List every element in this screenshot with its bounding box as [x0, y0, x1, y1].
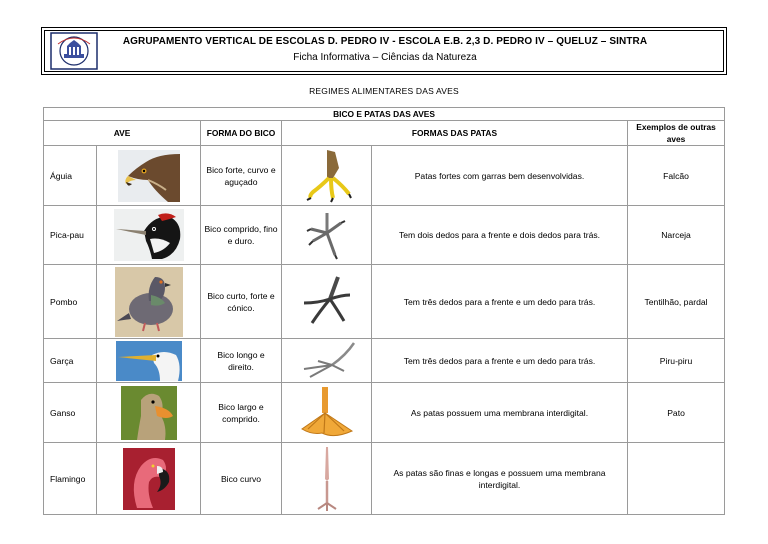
- other-examples: [628, 443, 725, 515]
- feet-photo: [282, 146, 372, 206]
- feet-description: Tem dois dedos para a frente e dois dedos para trás.: [372, 206, 628, 265]
- bird-photo: [97, 443, 201, 515]
- beak-description: Bico curvo: [201, 443, 282, 515]
- woodpecker-foot-icon: [301, 209, 353, 261]
- feet-photo: [282, 265, 372, 339]
- bird-photo: [97, 206, 201, 265]
- bird-name: Flamingo: [44, 443, 97, 515]
- document-subtitle: Ficha Informativa – Ciências da Natureza: [293, 52, 477, 63]
- feet-photo: [282, 339, 372, 383]
- table-caption: BICO E PATAS DAS AVES: [44, 108, 725, 121]
- woodpecker-head-icon: [114, 209, 184, 261]
- bird-name: Pica-pau: [44, 206, 97, 265]
- beak-description: Bico largo e comprido.: [201, 383, 282, 443]
- col-header-bird: AVE: [44, 121, 201, 146]
- bird-photo: [97, 146, 201, 206]
- bird-name: Ganso: [44, 383, 97, 443]
- feet-photo: [282, 443, 372, 515]
- table-row: [44, 146, 725, 206]
- flamingo-leg-icon: [312, 445, 342, 513]
- table-row: [44, 383, 725, 443]
- col-header-examples: Exemplos de outras aves: [628, 121, 725, 146]
- feet-photo: [282, 206, 372, 265]
- table-row: [44, 206, 725, 265]
- goose-webbed-foot-icon: [298, 385, 356, 441]
- bird-photo: [97, 339, 201, 383]
- other-examples: Narceja: [628, 206, 725, 265]
- bird-name: Garça: [44, 339, 97, 383]
- other-examples: Pato: [628, 383, 725, 443]
- beak-description: Bico forte, curvo e aguçado: [201, 146, 282, 206]
- feet-description: Tem três dedos para a frente e um dedo para trás.: [372, 265, 628, 339]
- other-examples: Tentilhão, pardal: [628, 265, 725, 339]
- feet-description: As patas são finas e longas e possuem uma membrana interdigital.: [372, 443, 628, 515]
- table-row: [44, 443, 725, 515]
- pigeon-icon: [115, 267, 183, 337]
- other-examples: Piru-piru: [628, 339, 725, 383]
- bird-photo: [97, 383, 201, 443]
- pigeon-foot-icon: [298, 273, 356, 331]
- bird-name: Águia: [44, 146, 97, 206]
- heron-foot-icon: [296, 341, 358, 381]
- table-row: [44, 265, 725, 339]
- col-header-feet: FORMAS DAS PATAS: [282, 121, 628, 146]
- other-examples: Falcão: [628, 146, 725, 206]
- document-header: [41, 27, 727, 75]
- feet-description: As patas possuem uma membrana interdigital.: [372, 383, 628, 443]
- bird-photo: [97, 265, 201, 339]
- bird-name: Pombo: [44, 265, 97, 339]
- goose-head-icon: [121, 386, 177, 440]
- beak-description: Bico longo e direito.: [201, 339, 282, 383]
- eagle-head-icon: [118, 150, 180, 202]
- heron-head-icon: [116, 341, 182, 381]
- birds-table: [43, 107, 725, 515]
- beak-description: Bico curto, forte e cónico.: [201, 265, 282, 339]
- feet-photo: [282, 383, 372, 443]
- flamingo-head-icon: [123, 448, 175, 510]
- document-title: REGIMES ALIMENTARES DAS AVES: [309, 86, 459, 96]
- col-header-beak: FORMA DO BICO: [201, 121, 282, 146]
- beak-description: Bico comprido, fino e duro.: [201, 206, 282, 265]
- school-name: AGRUPAMENTO VERTICAL DE ESCOLAS D. PEDRO IV - ESCOLA E.B. 2,3 D. PEDRO IV – QUELUZ – SINTRA: [122, 36, 648, 47]
- feet-description: Patas fortes com garras bem desenvolvidas.: [372, 146, 628, 206]
- eagle-talon-icon: [299, 148, 355, 204]
- feet-description: Tem três dedos para a frente e um dedo para trás.: [372, 339, 628, 383]
- table-row: [44, 339, 725, 383]
